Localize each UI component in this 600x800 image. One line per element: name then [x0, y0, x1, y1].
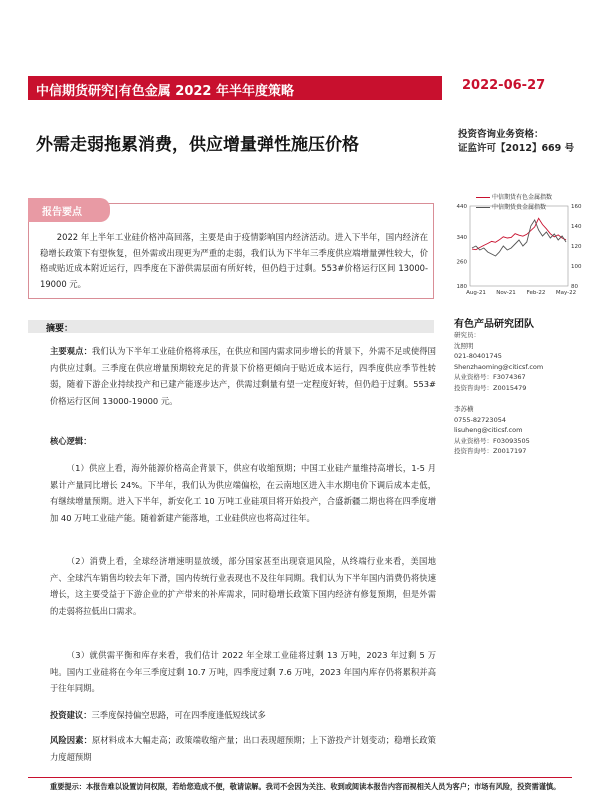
logic-heading — [50, 433, 436, 450]
abstract-bar — [28, 320, 434, 333]
analyst-1-license-2: 投资咨询号：Z0015479 — [454, 383, 527, 392]
risk-text: 原材料成本大幅走高；政策端收缩产量；出口表现超预期；上下游投产计划变动；稳增长政策力度超预期 — [50, 735, 436, 762]
summary-text: 2022 年上半年工业硅价格冲高回落，主要是由于疫情影响国内经济活动。进入下半年，国内经济在稳增长政策下有望恢复，但外需或出现更为严重的走弱，我们认为下半年三季度供应端增量弹性较大，价格或贴近成本附近运行，四季度在下游供需层面有所好转，但仍趋于过剩。553#价格运行区间 13000-19000 元。 — [40, 232, 428, 289]
analyst-2-phone: 0755-82723054 — [454, 415, 506, 424]
y-left-tick-2: 340 — [456, 234, 467, 241]
license-line-1: 投资咨询业务资格： — [458, 129, 544, 140]
logic-paragraph-2: （2）消费上看，全球经济增速明显放缓，部分国家甚至出现衰退风险，从终端行业来看，美国地产、全球汽车销售均较去年下滑，国内传统行业表现也不及往年同期。我们认为下半年国内消费仍将快速增长，这主要受益于下游企业的扩产带来的补库需求，同时稳增长政策下国内经济有修复预期，但是外需的走弱将拉低出口需求。 — [50, 556, 436, 616]
series-line-0 — [472, 218, 566, 249]
analyst-1-role: 研究员： — [454, 331, 480, 339]
analyst-1-email: Shenzhaoming@citicsf.com — [454, 362, 544, 371]
report-date: 2022-06-27 — [462, 78, 546, 93]
summary-tag — [28, 198, 110, 222]
y-left-tick-0: 180 — [456, 284, 467, 290]
risk-label: 风险因素： — [50, 735, 92, 745]
legend-label-2: 中信期货贵金属指数 — [492, 204, 547, 211]
footer-notice: 重要提示：本报告难以设置访问权限，若给您造成不便，敬请谅解。我司不会因为关注、收到或阅读本报告内容而视相关人员为客户；市场有风险，投资需谨慎。 — [50, 782, 561, 791]
advice-paragraph — [50, 707, 436, 724]
y-right-tick-4: 160 — [571, 204, 582, 210]
advice-label: 投资建议： — [50, 710, 92, 720]
y-right-tick-3: 140 — [571, 224, 582, 230]
x-tick-0: Aug-21 — [466, 290, 486, 296]
analyst-2 — [454, 404, 594, 457]
banner-text: 中信期货研究|有色金属 2022 年半年度策略 — [36, 84, 294, 99]
advice-text: 三季度保持偏空思路，可在四季度逢低短线试多 — [91, 710, 266, 720]
footer-divider — [28, 777, 572, 778]
x-tick-2: Feb-22 — [526, 290, 546, 296]
risk-paragraph — [50, 732, 436, 765]
analyst-2-email: lisuheng@citicsf.com — [454, 426, 523, 434]
report-banner — [28, 76, 442, 100]
analyst-2-license-1: 从业资格号：F03093505 — [454, 436, 530, 445]
chart-frame — [470, 206, 568, 286]
y-right-tick-2: 120 — [571, 244, 582, 250]
main-view-label: 主要观点： — [50, 346, 92, 356]
main-view-text: 我们认为下半年工业硅价格将承压，在供应和国内需求同步增长的背景下，外需不足或使得国内供应过剩。三季度在供应增量预期较充足的背景下价格更倾向于贴近成本运行，四季度供应季节性转弱，随着下游企业持续投产和已建产能逐步达产，供需过剩量有望一定程度好转，但仍趋于过剩。553#价格运行区间 13000-19000 元。 — [50, 346, 436, 406]
y-left-tick-3: 440 — [456, 204, 467, 210]
report-title: 外需走弱拖累消费，供应增量弹性施压价格 — [36, 135, 359, 155]
analyst-1 — [454, 330, 594, 393]
analyst-1-license-1: 从业资格号：F3074367 — [454, 373, 526, 381]
y-right-tick-1: 100 — [571, 264, 582, 270]
y-left-tick-1: 260 — [456, 259, 467, 266]
y-right-tick-0: 80 — [571, 284, 578, 290]
abstract-label: 摘要： — [46, 324, 74, 334]
analyst-1-phone: 021-80401745 — [454, 352, 502, 360]
analyst-1-name: 沈照明 — [454, 341, 474, 350]
legend-label-1: 中信期货有色金属指数 — [492, 194, 553, 201]
logic-paragraph-3: （3）就供需平衡和库存来看，我们估计 2022 年全球工业硅将过剩 13 万吨，2023 年过剩 5 万吨。国内工业硅将在今年三季度过剩 10.7 万吨，四季度过剩 7.6 万吨，2023 年国内库存仍将累积并高于往年同期。 — [50, 650, 436, 693]
series-line-1 — [472, 220, 566, 256]
analyst-2-name: 李苏横 — [454, 405, 474, 413]
x-tick-1: Nov-21 — [496, 290, 516, 296]
chart-svg — [448, 190, 590, 302]
main-view-paragraph — [50, 343, 436, 409]
logic-label: 核心逻辑： — [50, 436, 92, 446]
team-title: 有色产品研究团队 — [454, 319, 534, 330]
x-tick-3: May-22 — [555, 290, 577, 296]
index-chart — [448, 190, 590, 302]
summary-tag-label: 报告要点 — [42, 207, 82, 218]
logic-paragraph-1: （1）供应上看，海外能源价格高企背景下，供应有收缩预期；中国工业硅产量维持高增长，1-5 月累计产量同比增长 24%。下半年，我们认为供应端偏松，在云南地区进入丰水期电价下调后成本走低，有继续增量预期。进入下半年，新安化工 10 万吨工业硅项目将开始投产，合盛新疆二期也将在四季度增加 40 万吨工业硅产能。随着新建产能落地，工业硅供应也将高过往年。 — [50, 463, 436, 523]
analyst-2-license-2: 投资咨询号：Z0017197 — [454, 447, 527, 455]
license-line-2: 证监许可【2012】669 号 — [458, 143, 575, 154]
